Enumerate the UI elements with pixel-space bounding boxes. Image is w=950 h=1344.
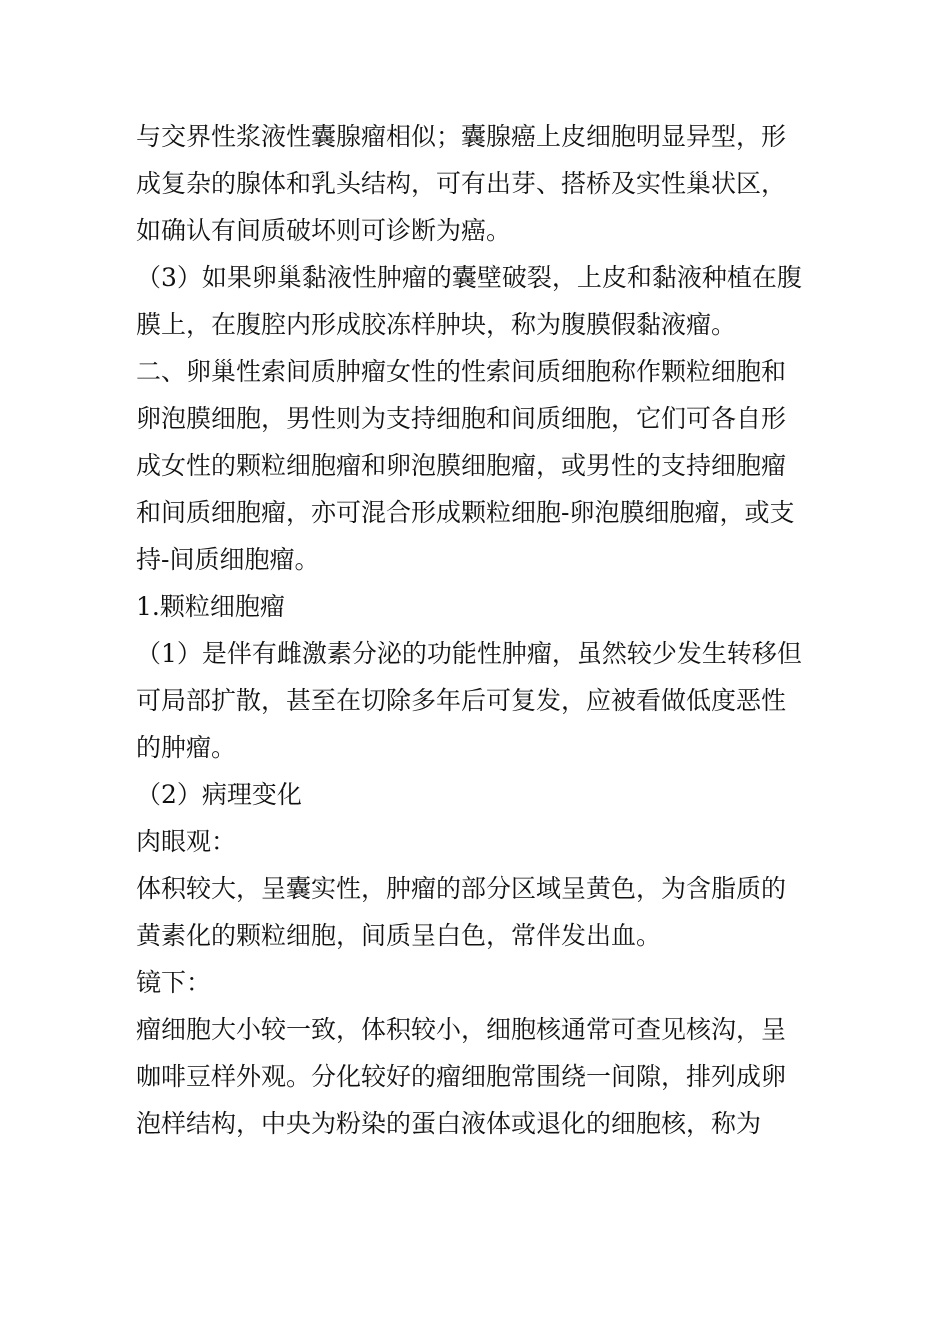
- text-line: 如确认有间质破坏则可诊断为癌。: [136, 216, 512, 245]
- paragraph-sex-cord-stromal: [136, 348, 826, 583]
- text-line: （3）如果卵巢黏液性肿瘤的囊壁破裂，上皮和黏液种植在腹: [136, 263, 802, 292]
- text-line: 体积较大，呈囊实性，肿瘤的部分区域呈黄色，为含脂质的: [136, 874, 787, 903]
- text-line: （1）是伴有雌激素分泌的功能性肿瘤，虽然较少发生转移但: [136, 639, 802, 668]
- text-line: 和间质细胞瘤，亦可混合形成颗粒细胞-卵泡膜细胞瘤，或支: [136, 498, 795, 527]
- text-line: 成女性的颗粒细胞瘤和卵泡膜细胞瘤，或男性的支持细胞瘤: [136, 451, 787, 480]
- text-line: 二、卵巢性索间质肿瘤女性的性索间质细胞称作颗粒细胞和: [136, 357, 787, 386]
- paragraph-granulosa-function: [136, 630, 826, 771]
- text-line: 瘤细胞大小较一致，体积较小，细胞核通常可查见核沟，呈: [136, 1015, 787, 1044]
- text-line: 的肿瘤。: [136, 733, 237, 762]
- text-line: 与交界性浆液性囊腺瘤相似；囊腺癌上皮细胞明显异型，形: [136, 122, 787, 151]
- subheading-pathology: [136, 771, 826, 818]
- label-gross: [136, 818, 826, 865]
- text-line: 卵泡膜细胞，男性则为支持细胞和间质细胞，它们可各自形: [136, 404, 787, 433]
- text-line: 镜下：: [136, 968, 212, 997]
- paragraph-gross-findings: [136, 865, 826, 959]
- paragraph-cystadenocarcinoma: [136, 113, 826, 254]
- text-line: 膜上，在腹腔内形成胶冻样肿块，称为腹膜假黏液瘤。: [136, 310, 737, 339]
- label-microscopic: [136, 959, 826, 1006]
- text-line: 肉眼观：: [136, 827, 237, 856]
- paragraph-pseudomyxoma: [136, 254, 826, 348]
- section-heading-granulosa: [136, 583, 826, 630]
- text-line: 咖啡豆样外观。分化较好的瘤细胞常围绕一间隙，排列成卵: [136, 1062, 787, 1091]
- text-line: 1.颗粒细胞瘤: [136, 592, 285, 621]
- text-line: 成复杂的腺体和乳头结构，可有出芽、搭桥及实性巢状区，: [136, 169, 787, 198]
- text-line: 可局部扩散，甚至在切除多年后可复发，应被看做低度恶性: [136, 686, 787, 715]
- text-line: 黄素化的颗粒细胞，间质呈白色，常伴发出血。: [136, 921, 662, 950]
- text-line: （2）病理变化: [136, 780, 302, 809]
- paragraph-microscopic-findings: [136, 1006, 826, 1147]
- text-line: 泡样结构，中央为粉染的蛋白液体或退化的细胞核，称为: [136, 1109, 762, 1138]
- text-line: 持-间质细胞瘤。: [136, 545, 320, 574]
- document-body: [136, 113, 826, 1147]
